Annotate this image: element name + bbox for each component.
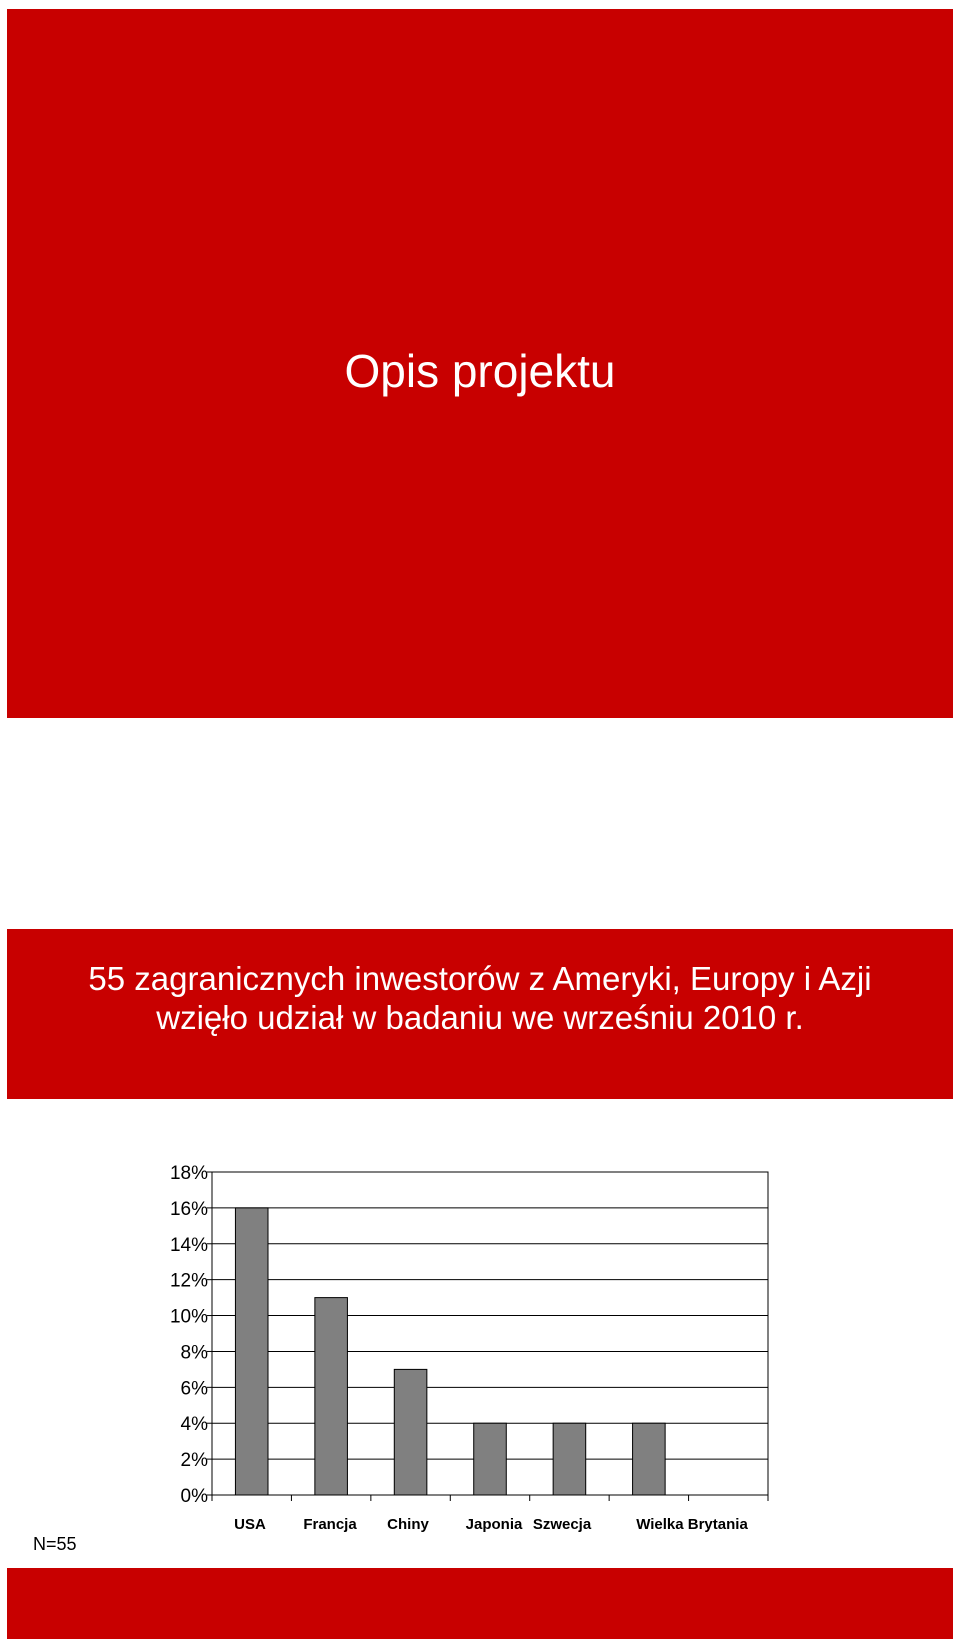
x-tick-label: Chiny: [387, 1516, 429, 1533]
y-tick-label: 2%: [180, 1450, 208, 1472]
sample-size-note: N=55: [33, 1534, 77, 1554]
bar-chart-svg: [0, 1150, 960, 1550]
x-tick-label: USA: [234, 1516, 266, 1533]
banner-line-1: 55 zagranicznych inwestorów z Ameryki, Europy i Azji: [88, 960, 872, 997]
y-tick-label: 6%: [180, 1378, 208, 1400]
y-tick-label: 12%: [169, 1270, 208, 1292]
x-tick-label: Japonia: [465, 1516, 523, 1533]
x-tick-label: Szwecja: [532, 1516, 592, 1533]
bar-chiny: [394, 1369, 427, 1495]
y-tick-label: 18%: [169, 1163, 208, 1184]
slide-title: Opis projektu: [344, 345, 616, 397]
summary-banner: [7, 929, 953, 1099]
bar-szwecja: [553, 1423, 586, 1495]
bar-francja: [315, 1298, 348, 1495]
y-tick-label: 0%: [180, 1486, 208, 1507]
banner-line-2: wzięło udział w badaniu we wrześniu 2010 r.: [156, 999, 804, 1036]
y-tick-label: 10%: [169, 1306, 208, 1328]
bar-usa: [235, 1208, 268, 1495]
x-tick-label: Wielka Brytania: [636, 1516, 748, 1533]
footer-bar: [7, 1568, 953, 1639]
bar-japonia: [474, 1423, 507, 1495]
x-tick-label: Francja: [303, 1516, 357, 1533]
y-tick-label: 8%: [180, 1342, 208, 1364]
bar-wielka-brytania: [633, 1423, 666, 1495]
y-tick-label: 14%: [169, 1234, 208, 1256]
y-tick-label: 4%: [180, 1414, 208, 1436]
title-slide: [7, 9, 953, 718]
bar-chart: [0, 1150, 960, 1550]
y-tick-label: 16%: [169, 1198, 208, 1220]
